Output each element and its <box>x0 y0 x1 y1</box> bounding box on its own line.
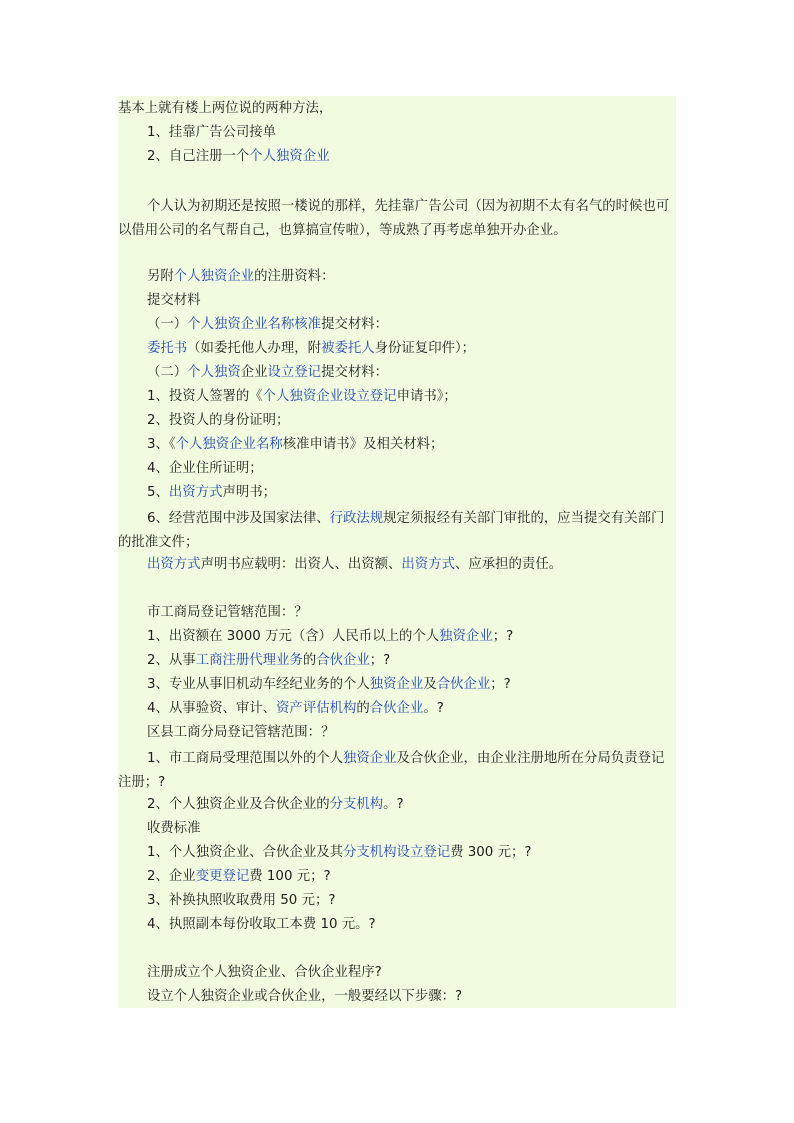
text-paragraph: 1、市工商局受理范围以外的个人独资企业及合伙企业，由企业注册地所在分局负责登记注册；? <box>118 751 665 790</box>
link[interactable]: 行政法规 <box>329 511 384 526</box>
text-line: 1、出资额在 3000 万元（含）人民币以上的个人独资企业；? <box>147 629 514 644</box>
text-line: 注册成立个人独资企业、合伙企业程序? <box>147 965 382 980</box>
link[interactable]: 设立登记 <box>343 389 397 404</box>
link[interactable]: 个人独资企业名称核准 <box>187 317 322 332</box>
answer-content <box>118 96 676 1008</box>
link[interactable]: 个人独资企业名称 <box>175 437 283 452</box>
text-line: 另附个人独资企业的注册资料： <box>147 269 335 284</box>
link[interactable]: 独资企业 <box>439 629 493 644</box>
text-line: 4、执照副本每份收取工本费 10 元。? <box>147 917 376 932</box>
text-line: 2、企业变更登记费 100 元；? <box>147 869 331 884</box>
link[interactable]: 合伙企业 <box>436 677 491 692</box>
link[interactable]: 独资企业 <box>343 751 397 766</box>
link[interactable]: 分支机构设立登记 <box>343 845 451 860</box>
link[interactable]: 资产评估机构 <box>276 701 357 716</box>
link[interactable]: 分支机构 <box>329 797 384 812</box>
text-line: 3、《个人独资企业名称核准申请书》及相关材料； <box>147 437 444 452</box>
text-line: 设立个人独资企业或合伙企业，一般要经以下步骤：? <box>147 989 463 1004</box>
text-line: 提交材料 <box>147 293 201 308</box>
text-line: 5、出资方式声明书； <box>147 485 277 500</box>
link[interactable]: 独资企业 <box>369 677 424 692</box>
link[interactable]: 被委托人 <box>321 341 375 356</box>
text-line: 4、企业住所证明； <box>147 461 263 476</box>
link[interactable]: 工商注册代理业务 <box>195 653 303 668</box>
text-line: 2、个人独资企业及合伙企业的分支机构。? <box>147 797 404 812</box>
text-paragraph: 个人认为初期还是按照一楼说的那样，先挂靠广告公司（因为初期不太有名气的时候也可以借用公司的名气帮自己，也算搞宣传啦），等成熟了再考虑单独开办企业。 <box>118 199 670 238</box>
text-line: （二）个人独资企业设立登记提交材料： <box>147 365 389 380</box>
link[interactable]: 出资方式 <box>401 557 455 572</box>
link[interactable]: 变更登记 <box>195 869 250 884</box>
link[interactable]: 个人独资企业 <box>173 269 255 284</box>
link[interactable]: 合伙企业 <box>369 701 424 716</box>
text-line: 委托书（如委托他人办理，附被委托人身份证复印件）； <box>147 341 476 356</box>
text-line: 基本上就有楼上两位说的两种方法， <box>118 101 333 116</box>
link[interactable]: 个人独资企业 <box>249 149 330 164</box>
text-line: 3、补换执照收取费用 50 元；? <box>147 893 336 908</box>
text-line: 区县工商分局登记管辖范围：？ <box>147 725 335 740</box>
link[interactable]: 设立登记 <box>267 365 322 380</box>
link[interactable]: 委托书 <box>147 341 188 356</box>
text-line: 2、自己注册一个个人独资企业 <box>147 149 330 164</box>
text-line: 2、从事工商注册代理业务的合伙企业；? <box>147 653 391 668</box>
link[interactable]: 出资方式 <box>168 485 223 500</box>
text-line: 出资方式声明书应载明：出资人、出资额、出资方式、应承担的责任。 <box>147 557 563 572</box>
link[interactable]: 出资方式 <box>147 557 201 572</box>
text-line: 4、从事验资、审计、资产评估机构的合伙企业。? <box>147 701 444 716</box>
text-line: 1、个人独资企业、合伙企业及其分支机构设立登记费 300 元；? <box>147 845 532 860</box>
link[interactable]: 合伙企业 <box>316 653 370 668</box>
text-line: （一）个人独资企业名称核准提交材料： <box>147 317 389 332</box>
text-line: 3、专业从事旧机动车经纪业务的个人独资企业及合伙企业；? <box>147 677 511 692</box>
link[interactable]: 个人独资 <box>187 365 241 380</box>
text-line: 2、投资人的身份证明； <box>147 413 290 428</box>
text-line: 市工商局登记管辖范围：？ <box>147 605 308 620</box>
text-line: 收费标准 <box>147 821 201 836</box>
text-line: 1、投资人签署的《个人独资企业设立登记申请书》； <box>147 389 457 404</box>
text-line: 1、挂靠广告公司接单 <box>147 125 277 140</box>
text-paragraph: 6、经营范围中涉及国家法律、行政法规规定须报经有关部门审批的，应当提交有关部门的批准文件； <box>118 511 665 550</box>
link[interactable]: 个人独资企业 <box>262 389 343 404</box>
